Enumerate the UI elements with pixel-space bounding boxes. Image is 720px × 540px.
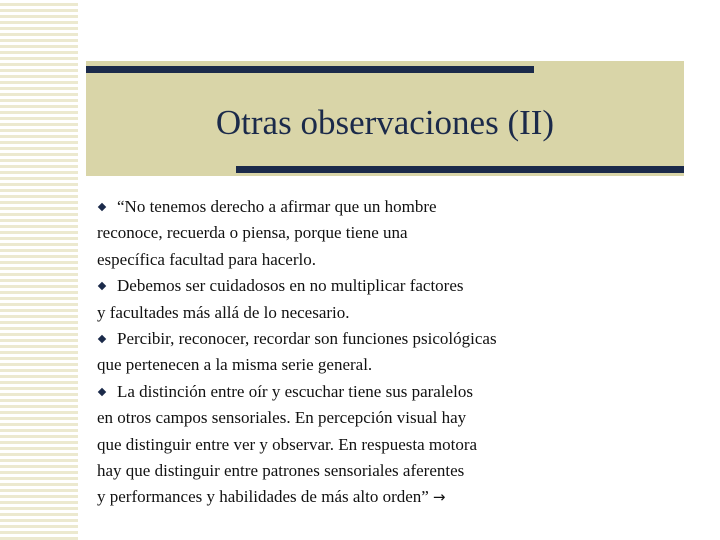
diamond-bullet-icon [98,282,106,290]
diamond-bullet-icon [98,388,106,396]
slide-title: Otras observaciones (II) [215,103,555,142]
paragraph-line: La distinción entre oír y escuchar tiene sus paralelos [117,381,473,401]
diamond-bullet-icon [98,203,106,211]
paragraph-line: hay que distinguir entre patrones sensoriales aferentes [97,461,465,481]
bullet-paragraph [97,326,687,379]
bullet-paragraph [97,194,687,273]
slide-body [97,194,687,511]
paragraph-line: y facultades más allá de lo necesario. [97,302,350,322]
paragraph-line: específica facultad para hacerlo. [97,249,316,269]
paragraph-line: reconoce, recuerda o piensa, porque tiene una [97,223,408,243]
paragraph-line: que distinguir entre ver y observar. En respuesta motora [97,434,478,454]
diamond-bullet-icon [98,335,106,343]
right-arrow-icon: → [432,488,446,507]
bullet-paragraph [97,273,687,326]
decorative-stripes [0,0,78,540]
paragraph-line: y performances y habilidades de más alto orden” [97,487,429,507]
bullet-paragraph [97,379,687,511]
title-rule-top [86,66,534,73]
paragraph-line: Debemos ser cuidadosos en no multiplicar factores [117,276,464,296]
paragraph-line: Percibir, reconocer, recordar son funciones psicológicas [117,329,497,349]
paragraph-line: en otros campos sensoriales. En percepción visual hay [97,408,467,428]
paragraph-line: que pertenecen a la misma serie general. [97,355,373,375]
title-rule-bottom [236,166,684,173]
paragraph-line: “No tenemos derecho a afirmar que un hombre [117,197,437,216]
